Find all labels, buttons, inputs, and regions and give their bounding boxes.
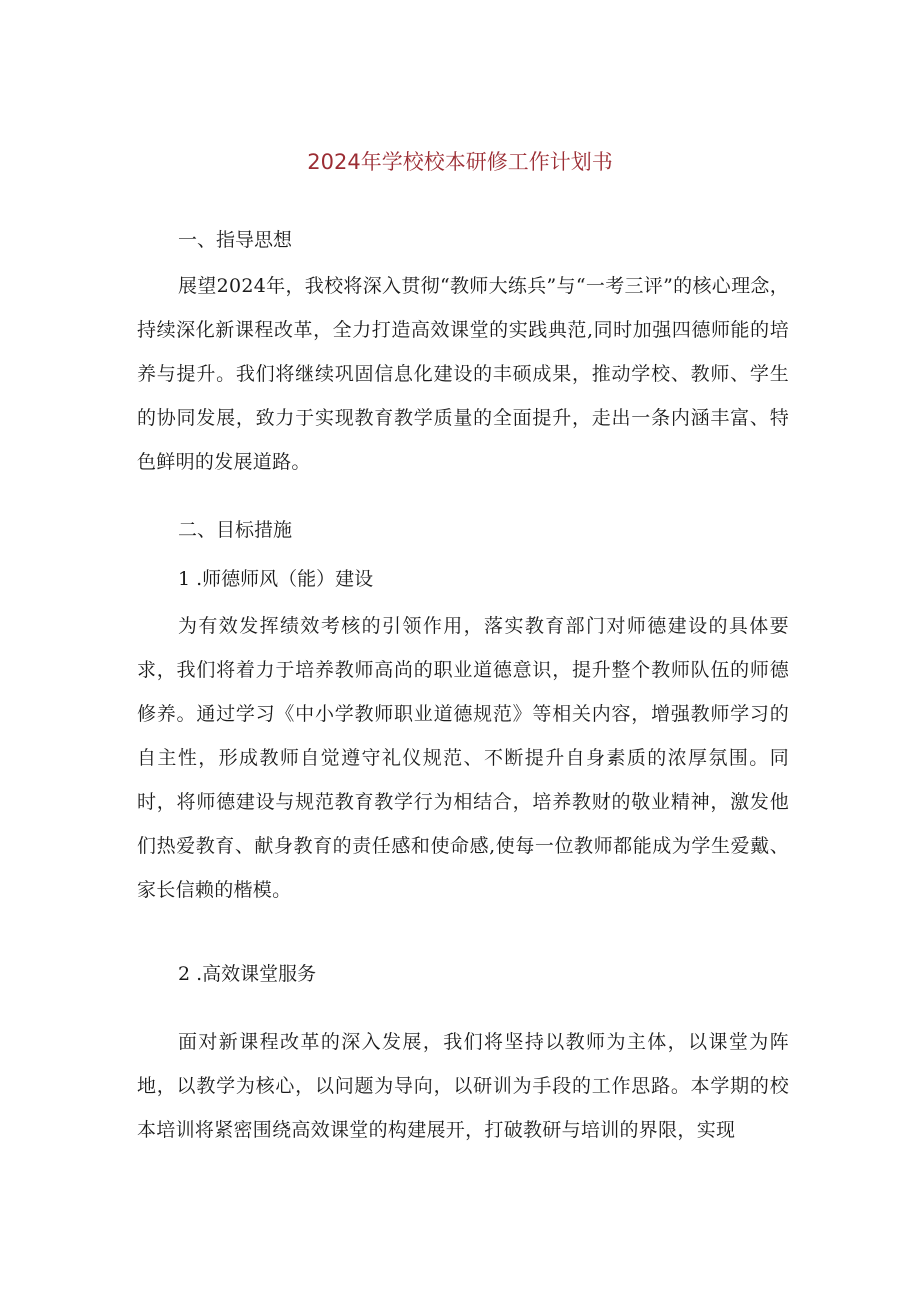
document-title: 2024年学校校本研修工作计划书 [307, 150, 613, 174]
subsection-heading-teacher-ethics: 1 .师德师风（能）建设 [178, 568, 374, 590]
section-heading-goals-measures: 二、目标措施 [178, 519, 293, 541]
section-heading-guiding-ideology: 一、指导思想 [178, 229, 293, 251]
paragraph-guiding-ideology: 展望2024年，我校将深入贯彻“教师大练兵”与“一考三评”的核心理念，持续深化新课程改革，全力打造高效课堂的实践典范,同时加强四德师能的培养与提升。我们将继续巩固信息化建设的丰硕成果，推动学校、教师、学生的协同发展，致力于实现教育教学质量的全面提升，走出一条内涵丰富、特色鲜明的发展道路。 [137, 275, 789, 473]
paragraph-teacher-ethics: 为有效发挥绩效考核的引领作用，落实教育部门对师德建设的具体要求，我们将着力于培养教师高尚的职业道德意识，提升整个教师队伍的师德修养。通过学习《中小学教师职业道德规范》等相关内容，增强教师学习的自主性，形成教师自觉遵守礼仪规范、不断提升自身素质的浓厚氛围。同时，将师德建设与规范教育教学行为相结合，培养教财的敬业精神，激发他们热爱教育、献身教育的责任感和使命感,使每一位教师都能成为学生爱戴、家长信赖的楷模。 [137, 615, 789, 901]
subsection-heading-efficient-classroom: 2 .高效课堂服务 [178, 963, 317, 985]
paragraph-efficient-classroom: 面对新课程改革的深入发展，我们将坚持以教师为主体，以课堂为阵地，以教学为核心，以问题为导向，以研训为手段的工作思路。本学期的校本培训将紧密围绕高效课堂的构建展开，打破教研与培训的界限，实现 [137, 1031, 789, 1141]
